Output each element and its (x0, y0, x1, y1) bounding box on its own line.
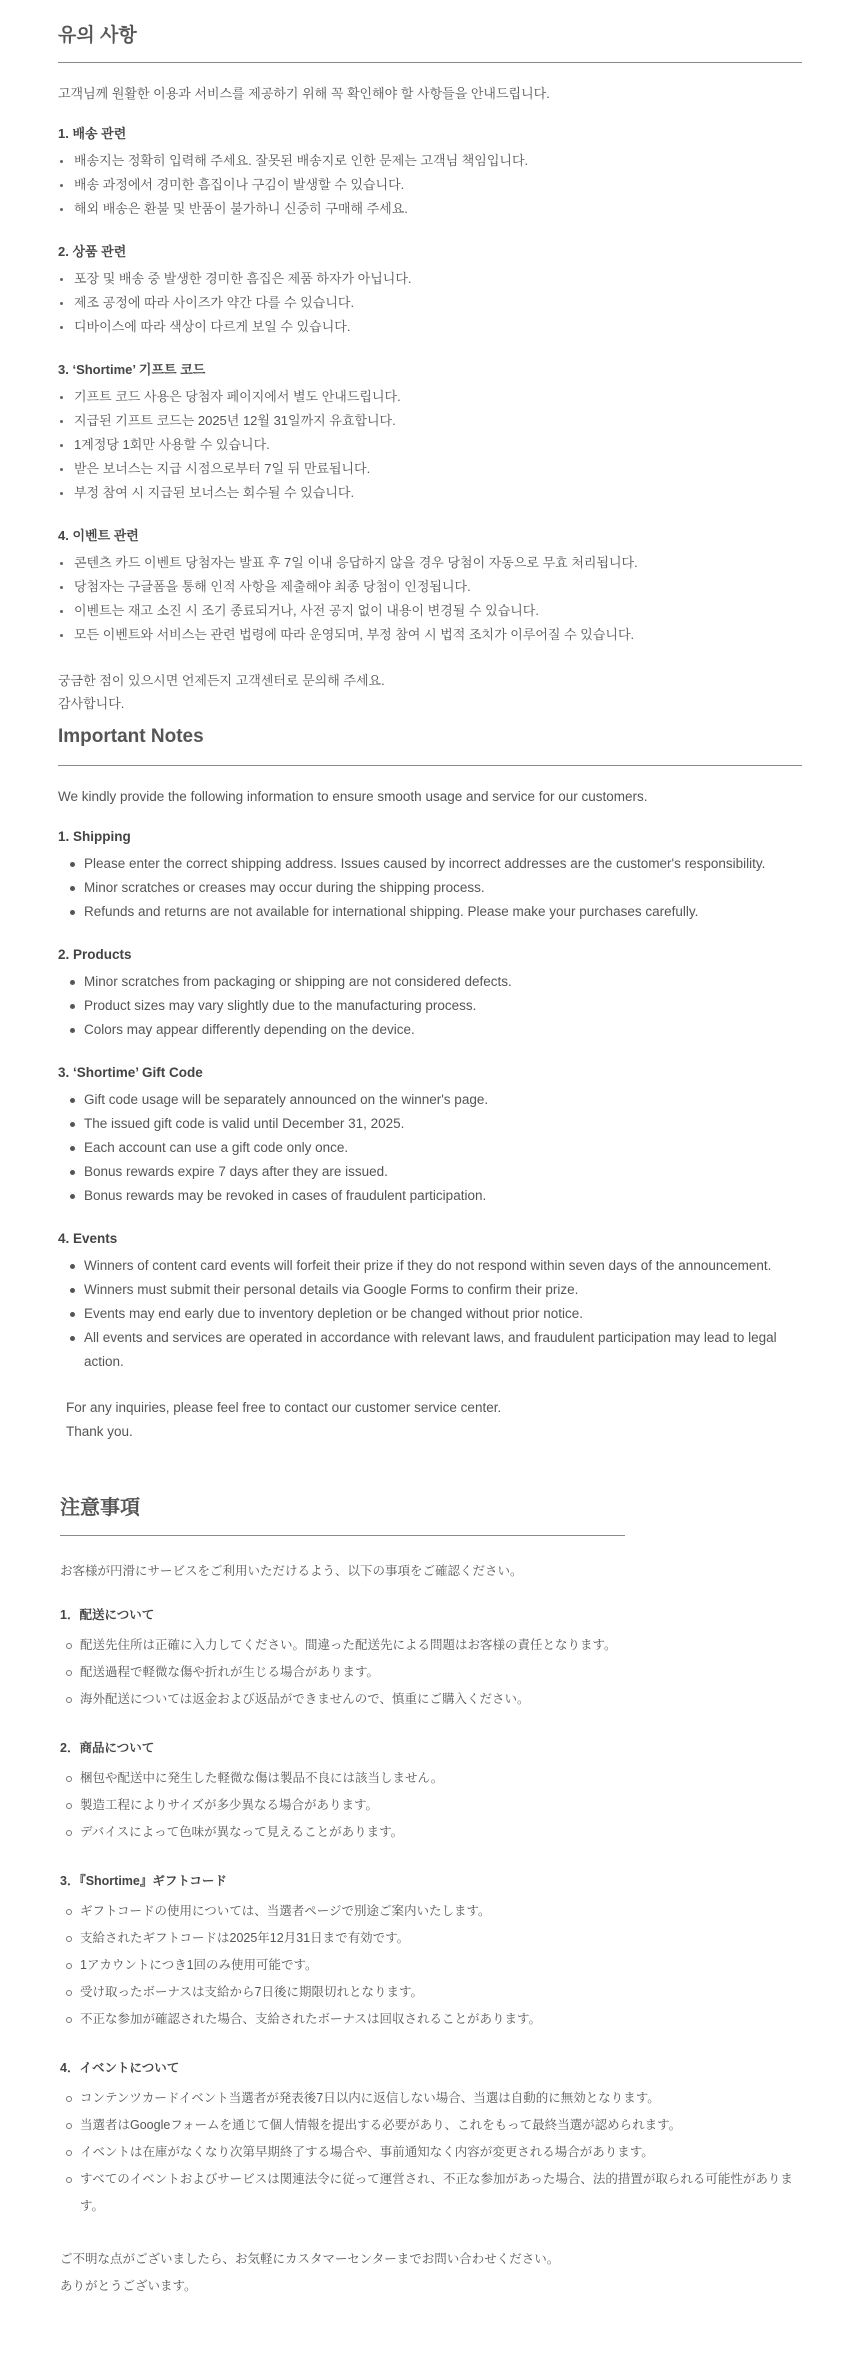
list-item: Refunds and returns are not available for international shipping. Please make your purchases carefully. (58, 900, 802, 924)
section-title: 2．商品について (60, 1741, 155, 1755)
list-item: ギフトコードの使用については、当選者ページで別途ご案内いたします。 (60, 1898, 802, 1925)
list-item: Please enter the correct shipping address. Issues caused by incorrect addresses are the customer's responsibility. (58, 852, 802, 876)
notice-list (58, 551, 802, 647)
notice-list (58, 149, 802, 221)
list-item: 配送先住所は正確に入力してください。間違った配送先による問題はお客様の責任となります。 (60, 1632, 802, 1659)
section-shipping (58, 828, 802, 924)
list-item: イベントは在庫がなくなり次第早期終了する場合や、事前通知なく内容が変更される場合があります。 (60, 2139, 802, 2166)
closing-text: ご不明な点がございましたら、お気軽にカスタマーセンターまでお問い合わせください。 (60, 2252, 560, 2266)
list-item: Winners must submit their personal details via Google Forms to confirm their prize. (58, 1278, 802, 1302)
closing-text: For any inquiries, please feel free to contact our customer service center. (66, 1400, 502, 1415)
page-title: 유의 사항 (58, 25, 137, 46)
notice-en (0, 725, 860, 1495)
list-item: 콘텐츠 카드 이벤트 당첨자는 발표 후 7일 이내 응답하지 않을 경우 당첨이 자동으로 무효 처리됩니다. (58, 551, 802, 575)
list-item: 不正な参加が確認された場合、支給されたボーナスは回収されることがあります。 (60, 2006, 802, 2033)
notice-list (60, 1898, 802, 2033)
list-item: 포장 및 배송 중 발생한 경미한 흠집은 제품 하자가 아닙니다. (58, 267, 802, 291)
section-title: 4. Events (58, 1231, 118, 1246)
list-item: Bonus rewards may be revoked in cases of fraudulent participation. (58, 1184, 802, 1208)
list-item: 梱包や配送中に発生した軽微な傷は製品不良には該当しません。 (60, 1765, 802, 1792)
section-events (58, 1230, 802, 1374)
notice-list (60, 2085, 802, 2220)
page-title: Important Notes (58, 726, 204, 747)
list-item: すべてのイベントおよびサービスは関連法令に従って運営され、不正な参加があった場合、法的措置が取られる可能性があります。 (60, 2166, 802, 2220)
list-item: 당첨자는 구글폼을 통해 인적 사항을 제출해야 최종 당첨이 인정됩니다. (58, 575, 802, 599)
page-title: 注意事項 (60, 1497, 140, 1519)
list-item: デバイスによって色味が異なって見えることがあります。 (60, 1819, 802, 1846)
section-gift-code (60, 1872, 802, 2033)
notice-list (60, 1632, 802, 1713)
list-item: 제조 공정에 따라 사이즈가 약간 다를 수 있습니다. (58, 291, 802, 315)
list-item: Minor scratches or creases may occur during the shipping process. (58, 876, 802, 900)
notice-list (58, 385, 802, 505)
list-item: 配送過程で軽微な傷や折れが生じる場合があります。 (60, 1659, 802, 1686)
notice-ja (0, 1495, 860, 2365)
notice-list (60, 1765, 802, 1846)
notice-list (58, 970, 802, 1042)
section-title: 3. ‘Shortime’ Gift Code (58, 1065, 203, 1080)
list-item: Winners of content card events will forfeit their prize if they do not respond within seven days of the announcement. (58, 1254, 802, 1278)
list-item: Each account can use a gift code only once. (58, 1136, 802, 1160)
list-item: 지급된 기프트 코드는 2025년 12월 31일까지 유효합니다. (58, 409, 802, 433)
notice-list (58, 1254, 802, 1374)
section-events (60, 2059, 802, 2220)
section-title: 1. Shipping (58, 829, 131, 844)
section-events (58, 527, 802, 647)
list-item: 부정 참여 시 지급된 보너스는 회수될 수 있습니다. (58, 481, 802, 505)
notice-list (58, 267, 802, 339)
notice-list (58, 1088, 802, 1208)
list-item: 배송지는 정확히 입력해 주세요. 잘못된 배송지로 인한 문제는 고객님 책임입니다. (58, 149, 802, 173)
list-item: 海外配送については返金および返品ができませんので、慎重にご購入ください。 (60, 1686, 802, 1713)
section-title: 2. 상품 관련 (58, 244, 127, 259)
title-divider (58, 62, 802, 63)
notice-ko (0, 0, 860, 725)
list-item: Colors may appear differently depending on the device. (58, 1018, 802, 1042)
section-products (58, 946, 802, 1042)
list-item: 受け取ったボーナスは支給から7日後に期限切れとなります。 (60, 1979, 802, 2006)
list-item: 해외 배송은 환불 및 반품이 불가하니 신중히 구매해 주세요. (58, 197, 802, 221)
title-divider (58, 765, 802, 766)
list-item: 이벤트는 재고 소진 시 조기 종료되거나, 사전 공지 없이 내용이 변경될 수 있습니다. (58, 599, 802, 623)
list-item: 기프트 코드 사용은 당첨자 페이지에서 별도 안내드립니다. (58, 385, 802, 409)
list-item: The issued gift code is valid until December 31, 2025. (58, 1112, 802, 1136)
closing-text: 궁금한 점이 있으시면 언제든지 고객센터로 문의해 주세요. (58, 673, 385, 688)
list-item: 디바이스에 따라 색상이 다르게 보일 수 있습니다. (58, 315, 802, 339)
list-item: 当選者はGoogleフォームを通じて個人情報を提出する必要があり、これをもって最終当選が認められます。 (60, 2112, 802, 2139)
section-products (58, 243, 802, 339)
intro-text: お客様が円滑にサービスをご利用いただけるよう、以下の事項をご確認ください。 (60, 1564, 523, 1578)
list-item: 모든 이벤트와 서비스는 관련 법령에 따라 운영되며, 부정 참여 시 법적 조치가 이루어질 수 있습니다. (58, 623, 802, 647)
list-item: 1アカウントにつき1回のみ使用可能です。 (60, 1952, 802, 1979)
list-item: 1계정당 1회만 사용할 수 있습니다. (58, 433, 802, 457)
list-item: コンテンツカードイベント当選者が発表後7日以内に返信しない場合、当選は自動的に無効となります。 (60, 2085, 802, 2112)
list-item: Bonus rewards expire 7 days after they are issued. (58, 1160, 802, 1184)
thanks-text: ありがとうございます。 (60, 2279, 197, 2293)
list-item: Minor scratches from packaging or shipping are not considered defects. (58, 970, 802, 994)
list-item: 배송 과정에서 경미한 흠집이나 구김이 발생할 수 있습니다. (58, 173, 802, 197)
intro-text: We kindly provide the following information to ensure smooth usage and service for our customers. (58, 789, 648, 804)
section-gift-code (58, 1064, 802, 1208)
notice-list (58, 852, 802, 924)
list-item: 製造工程によりサイズが多少異なる場合があります。 (60, 1792, 802, 1819)
thanks-text: 감사합니다. (58, 696, 125, 711)
list-item: 받은 보너스는 지급 시점으로부터 7일 뒤 만료됩니다. (58, 457, 802, 481)
section-title: 3．『Shortime』ギフトコード (60, 1874, 227, 1888)
intro-text: 고객님께 원활한 이용과 서비스를 제공하기 위해 꼭 확인해야 할 사항들을 안내드립니다. (58, 86, 550, 101)
list-item: 支給されたギフトコードは2025年12月31日まで有効です。 (60, 1925, 802, 1952)
section-title: 4．イベントについて (60, 2061, 180, 2075)
section-title: 1. 배송 관련 (58, 126, 127, 141)
title-divider (60, 1535, 625, 1536)
section-gift-code (58, 361, 802, 505)
list-item: Events may end early due to inventory depletion or be changed without prior notice. (58, 1302, 802, 1326)
section-products (60, 1739, 802, 1846)
list-item: All events and services are operated in accordance with relevant laws, and fraudulent participation may lead to legal action. (58, 1326, 802, 1374)
list-item: Gift code usage will be separately announced on the winner's page. (58, 1088, 802, 1112)
section-title: 3. ‘Shortime’ 기프트 코드 (58, 362, 206, 377)
section-shipping (58, 125, 802, 221)
section-title: 2. Products (58, 947, 132, 962)
thanks-text: Thank you. (66, 1424, 133, 1439)
section-title: 1．配送について (60, 1608, 155, 1622)
section-shipping (60, 1606, 802, 1713)
section-title: 4. 이벤트 관련 (58, 528, 139, 543)
list-item: Product sizes may vary slightly due to the manufacturing process. (58, 994, 802, 1018)
